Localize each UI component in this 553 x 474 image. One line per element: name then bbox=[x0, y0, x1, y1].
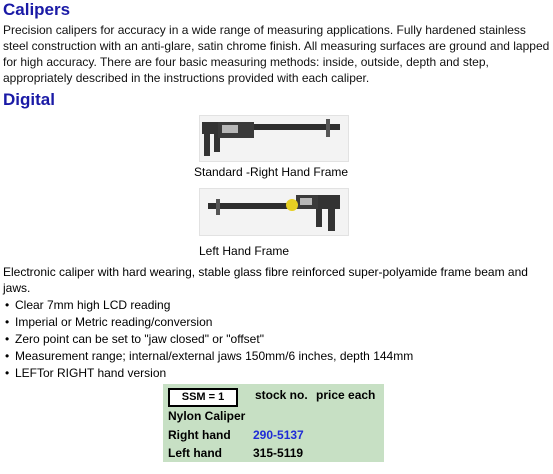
left-hand-label: Left hand bbox=[168, 446, 222, 460]
list-item: • Zero point can be set to "jaw closed" or "offset" bbox=[3, 331, 413, 348]
section-heading-digital: Digital bbox=[3, 90, 55, 109]
list-item: • LEFTor RIGHT hand version bbox=[3, 365, 413, 382]
ssm-badge: SSM = 1 bbox=[168, 388, 238, 407]
right-hand-caliper-image bbox=[199, 115, 349, 162]
caliper-right-icon bbox=[200, 116, 348, 161]
feature-list bbox=[3, 297, 413, 382]
product-name: Nylon Caliper bbox=[168, 409, 246, 423]
left-hand-caption: Left Hand Frame bbox=[199, 244, 290, 258]
left-hand-caliper-image bbox=[199, 188, 349, 236]
list-item: • Clear 7mm high LCD reading bbox=[3, 297, 413, 314]
description-paragraph: Electronic caliper with hard wearing, stable glass fibre reinforced super-polyamide frame beam and jaws. bbox=[3, 265, 528, 295]
caliper-left-icon bbox=[200, 189, 348, 235]
intro-paragraph: Precision calipers for accuracy in a wide range of measuring applications. Fully hardened stainless steel construction with an anti-glare, satin chrome finish. All measuring surfaces are ground and lapped for high accuracy. There are four basic measuring methods: inside, outside, depth and step, appropriately described in the instructions provided with each caliper. bbox=[3, 23, 550, 85]
product-table bbox=[163, 384, 384, 462]
list-item: • Imperial or Metric reading/conversion bbox=[3, 314, 413, 331]
stock-no-header: stock no. bbox=[255, 388, 308, 402]
right-hand-label: Right hand bbox=[168, 428, 231, 442]
price-each-header: price each bbox=[316, 388, 376, 402]
right-hand-stock-link[interactable]: 290-5137 bbox=[253, 428, 304, 442]
right-hand-caption: Standard -Right Hand Frame bbox=[194, 165, 349, 179]
page-heading: Calipers bbox=[3, 0, 71, 19]
left-hand-stock-no: 315-5119 bbox=[253, 446, 304, 460]
list-item: • Measurement range; internal/external jaws 150mm/6 inches, depth 144mm bbox=[3, 348, 413, 365]
